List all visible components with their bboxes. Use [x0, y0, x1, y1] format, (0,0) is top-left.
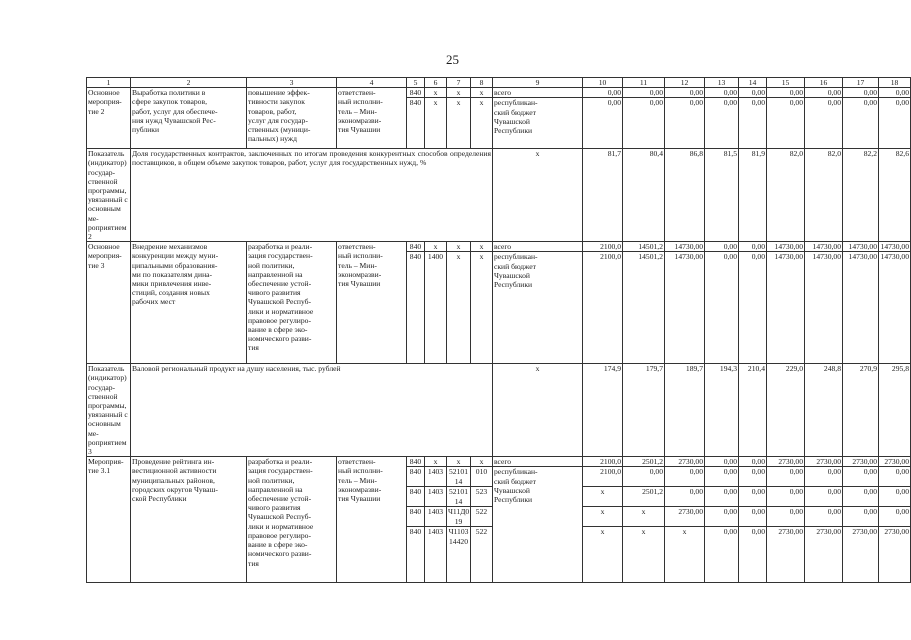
cell: 14730,00	[665, 252, 705, 364]
col-header: 1	[87, 78, 131, 88]
cell: x	[425, 88, 447, 98]
col-header: 5	[407, 78, 425, 88]
cell: 0,00	[665, 98, 705, 149]
indicator-text: Валовой региональный продукт на душу населения, тыс. рублей	[131, 364, 493, 457]
cell: 522	[471, 507, 493, 527]
cell: 840	[407, 252, 425, 364]
col-header: 4	[337, 78, 407, 88]
col-header: 17	[843, 78, 879, 88]
cell: x	[447, 88, 471, 98]
cell: 0,00	[805, 467, 843, 487]
measure-type: Основное мероприя- тие 3	[87, 242, 131, 364]
cell: 0,00	[843, 507, 879, 527]
funding-source: всего	[493, 242, 583, 252]
cell: 0,00	[665, 487, 705, 507]
cell: 248,8	[805, 364, 843, 457]
cell: 2730,00	[665, 457, 705, 467]
cell: 0,00	[739, 467, 767, 487]
col-header: 2	[131, 78, 247, 88]
funding-source: республикан- ский бюджет Чувашской Республики	[493, 98, 583, 149]
cell: x	[665, 527, 705, 583]
cell: 0,00	[879, 88, 911, 98]
cell: 523	[471, 487, 493, 507]
cell: 0,00	[843, 487, 879, 507]
cell: 295,8	[879, 364, 911, 457]
indicator-text: Доля государственных контрактов, заключенных по итогам проведения конкурентных способов определения поставщиков, в общем объеме закупок товаров, работ, услуг для государственных нужд, %	[131, 149, 493, 242]
cell: 194,3	[705, 364, 739, 457]
cell: 840	[407, 457, 425, 467]
funding-source: республикан- ский бюджет Чувашской Республики	[493, 467, 583, 583]
cell: 174,9	[583, 364, 623, 457]
cell: 840	[407, 527, 425, 583]
measure-type: Мероприя- тие 3.1	[87, 457, 131, 583]
cell: 0,00	[767, 88, 805, 98]
cell: 82,0	[767, 149, 805, 242]
col-header: 7	[447, 78, 471, 88]
col-header: 8	[471, 78, 493, 88]
cell: 0,00	[739, 527, 767, 583]
cell: 0,00	[843, 98, 879, 149]
indicator-label: Показатель (индикатор) государ- ственной программы, увязанный с основным ме- роприятием 2	[87, 149, 131, 242]
cell: 14730,00	[665, 242, 705, 252]
cell: 2100,0	[583, 457, 623, 467]
cell: 2730,00	[879, 527, 911, 583]
cell: 14730,00	[805, 252, 843, 364]
col-header: 3	[247, 78, 337, 88]
measure-name: Внедрение механизмов конкуренции между муни- ципальными образования- ми по показателям дина- мики привлечения инве- стиций, создания новых рабочих мест	[131, 242, 247, 364]
cell: 0,00	[879, 98, 911, 149]
cell: x	[583, 507, 623, 527]
cell: 0,00	[879, 507, 911, 527]
cell: x	[493, 149, 583, 242]
cell: x	[425, 457, 447, 467]
cell: 52101 14	[447, 467, 471, 487]
cell: Ч1103 14420	[447, 527, 471, 583]
cell: 2730,00	[805, 457, 843, 467]
cell: 0,00	[623, 88, 665, 98]
cell: 0,00	[739, 252, 767, 364]
cell: x	[493, 364, 583, 457]
cell: Ч11Д0 19	[448, 507, 470, 526]
cell: 0,00	[805, 507, 843, 527]
cell: 840	[407, 242, 425, 252]
cell: 210,4	[739, 364, 767, 457]
indicator2-row	[87, 149, 911, 242]
budget-table	[86, 77, 911, 583]
cell: 0,00	[739, 507, 767, 527]
cell: 0,00	[705, 252, 739, 364]
cell: 2501,2	[623, 457, 665, 467]
cell: 0,00	[665, 467, 705, 487]
measure-executor: ответствен- ный исполни- тель – Мин- экономразви- тия Чувашии	[337, 457, 407, 583]
cell: 229,0	[767, 364, 805, 457]
cell: x	[447, 242, 471, 252]
funding-source: всего	[493, 88, 583, 98]
cell: 2100,0	[583, 242, 623, 252]
col-header: 13	[705, 78, 739, 88]
cell: 0,00	[767, 487, 805, 507]
cell: 2501,2	[623, 487, 665, 507]
cell: 840	[407, 98, 425, 149]
measure-name: Выработка политики в сфере закупок товаров, работ, услуг для обеспече- ния нужд Чувашской Рес- публики	[131, 88, 247, 149]
cell: 0,00	[739, 88, 767, 98]
measure-executor: ответствен- ный исполни- тель – Мин- экономразви- тия Чувашии	[337, 88, 407, 149]
col-header: 18	[879, 78, 911, 88]
cell: 2730,00	[767, 457, 805, 467]
cell: x	[447, 98, 471, 149]
measure31-total-row	[87, 457, 911, 467]
measure-goal: разработка и реали- зация государствен- ной политики, направленной на обеспечение устой- чивого развития Чувашской Респуб- лики и нормативное правовое регулиро- вание в сфере эко- номического разви- тия	[247, 242, 337, 364]
cell: 0,00	[879, 487, 911, 507]
indicator3-row	[87, 364, 911, 457]
cell: 86,8	[665, 149, 705, 242]
cell: x	[623, 527, 665, 583]
measure-goal: повышение эффек- тивности закупок товаров, работ, услуг для государ- ственных (муници- пальных) нужд	[247, 88, 337, 149]
measure3-total-row	[87, 242, 911, 252]
measure-type: Основное мероприя- тие 2	[87, 88, 131, 149]
cell: 1403	[425, 527, 447, 583]
measure-executor: ответствен- ный исполни- тель – Мин- экономразви- тия Чувашии	[337, 242, 407, 364]
cell: 189,7	[665, 364, 705, 457]
cell: 2730,00	[843, 457, 879, 467]
measure2-total-row	[87, 88, 911, 98]
cell: 14730,00	[767, 242, 805, 252]
cell: 82,6	[879, 149, 911, 242]
cell: 2730,00	[665, 507, 705, 527]
cell: 14730,00	[767, 252, 805, 364]
funding-source: всего	[493, 457, 583, 467]
measure-goal: разработка и реали- зация государствен- ной политики, направленной на обеспечение устой- чивого развития Чувашской Респуб- лики и нормативное правовое регулиро- вание в сфере эко- номического разви- тия	[247, 457, 337, 583]
cell: 0,00	[583, 88, 623, 98]
measure-name: Проведение рейтинга ин- вестиционной активности муниципальных районов, городских округов Чуваш- ской Республики	[131, 457, 247, 583]
cell: 2730,00	[879, 457, 911, 467]
cell: 0,00	[705, 457, 739, 467]
cell: 840	[407, 467, 425, 487]
cell: x	[447, 252, 471, 364]
cell: x	[471, 88, 493, 98]
cell: 81,5	[705, 149, 739, 242]
cell: 0,00	[583, 98, 623, 149]
header-row	[87, 78, 911, 88]
cell: 0,00	[739, 242, 767, 252]
cell: 81,7	[583, 149, 623, 242]
cell: 0,00	[705, 507, 739, 527]
cell: 82,0	[805, 149, 843, 242]
cell: 0,00	[705, 527, 739, 583]
cell: 840	[407, 88, 425, 98]
page-number: 25	[446, 52, 459, 67]
col-header: 15	[767, 78, 805, 88]
cell: x	[471, 457, 493, 467]
cell: 0,00	[805, 487, 843, 507]
cell: 0,00	[705, 242, 739, 252]
cell: x	[425, 242, 447, 252]
cell: 0,00	[767, 98, 805, 149]
cell: 0,00	[705, 467, 739, 487]
col-header: 9	[493, 78, 583, 88]
cell: 0,00	[767, 467, 805, 487]
col-header: 11	[623, 78, 665, 88]
cell: 2100,0	[583, 252, 623, 364]
cell: 14730,00	[843, 252, 879, 364]
cell: 0,00	[879, 467, 911, 487]
cell: 1403	[425, 487, 447, 507]
cell: 81,9	[739, 149, 767, 242]
cell: 0,00	[805, 98, 843, 149]
cell: 14501,2	[623, 242, 665, 252]
col-header: 10	[583, 78, 623, 88]
cell: x	[471, 252, 493, 364]
cell: x	[447, 457, 471, 467]
cell: 0,00	[705, 487, 739, 507]
cell: 0,00	[739, 487, 767, 507]
cell: 0,00	[705, 88, 739, 98]
cell: 0,00	[665, 88, 705, 98]
cell: 2730,00	[843, 527, 879, 583]
cell: x	[623, 507, 665, 527]
cell: 179,7	[623, 364, 665, 457]
cell: 0,00	[739, 98, 767, 149]
cell: 840	[407, 507, 425, 527]
col-header: 12	[665, 78, 705, 88]
cell: 0,00	[805, 88, 843, 98]
cell: x	[471, 242, 493, 252]
cell: 0,00	[623, 98, 665, 149]
cell: 0,00	[705, 98, 739, 149]
funding-source: республикан- ский бюджет Чувашской Республики	[493, 252, 583, 364]
cell: 0,00	[843, 88, 879, 98]
col-header: 6	[425, 78, 447, 88]
cell: 14501,2	[623, 252, 665, 364]
cell: x	[583, 527, 623, 583]
cell: 52101 14	[447, 487, 471, 507]
cell: 840	[407, 487, 425, 507]
cell: 14730,00	[879, 242, 911, 252]
cell: x	[583, 487, 623, 507]
cell: 010	[471, 467, 493, 487]
cell: 14730,00	[879, 252, 911, 364]
cell: 2730,00	[805, 527, 843, 583]
cell: 82,2	[843, 149, 879, 242]
cell: 1400	[425, 252, 447, 364]
cell: 14730,00	[843, 242, 879, 252]
cell: 2730,00	[767, 527, 805, 583]
cell: 1403	[425, 467, 447, 487]
cell: 0,00	[623, 467, 665, 487]
indicator-label: Показатель (индикатор) государ- ственной программы, увязанный с основным ме- роприятием 3	[87, 364, 131, 457]
cell: 0,00	[767, 507, 805, 527]
cell: 0,00	[739, 457, 767, 467]
cell: x	[471, 98, 493, 149]
cell: 14730,00	[805, 242, 843, 252]
col-header: 16	[805, 78, 843, 88]
cell: x	[425, 98, 447, 149]
cell: 1403	[425, 507, 447, 527]
cell: 80,4	[623, 149, 665, 242]
cell: 522	[471, 527, 493, 583]
cell: 0,00	[843, 467, 879, 487]
col-header: 14	[739, 78, 767, 88]
cell: 270,9	[843, 364, 879, 457]
cell: 2100,0	[583, 467, 623, 487]
